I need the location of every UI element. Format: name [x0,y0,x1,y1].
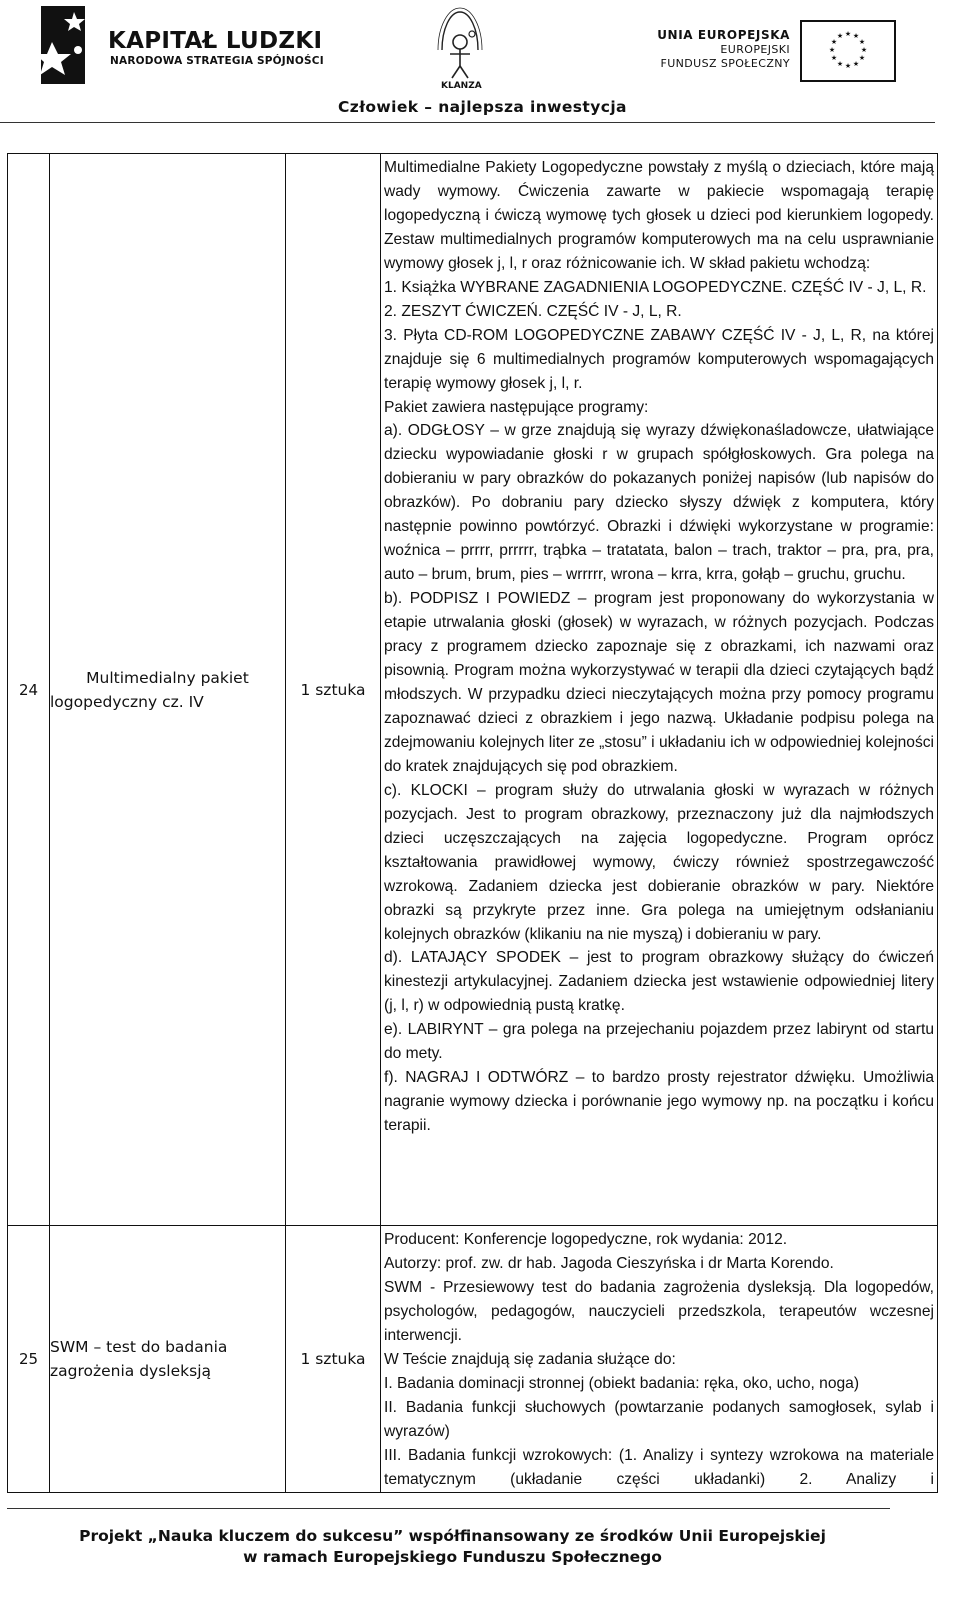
item-description [381,1226,938,1493]
item-name-line: Multimedialny pakiet [86,668,249,687]
eu-logo-text [640,28,790,72]
eu-fund-line2: FUNDUSZ SPOŁECZNY [660,57,790,70]
item-name [50,1226,286,1493]
description-paragraph: f). NAGRAJ I ODTWÓRZ – to bardzo prosty rejestrator dźwięku. Umożliwia nagranie wymowy dziecka i porównanie jego wymowy np. na początku i końcu terapii. [384,1069,934,1135]
description-paragraph: W Teście znajdują się zadania służące do: [384,1350,676,1368]
svg-text:★: ★ [858,38,866,46]
description-paragraph: Pakiet zawiera następujące programy: [384,398,649,416]
table-row [8,154,938,1226]
item-name-line: logopedyczny cz. IV [50,692,204,711]
description-paragraph: Producent: Konferencje logopedyczne, rok wydania: 2012. [384,1231,788,1248]
footer-divider [7,1508,890,1509]
svg-text:★: ★ [836,32,844,40]
motto: Człowiek – najlepsza inwestycja [338,98,627,116]
svg-text:★: ★ [858,54,866,62]
description-paragraph: a). ODGŁOSY – w grze znajdują się wyrazy dźwiękonaśladowcze, ułatwiające dziecku wypowiadanie głoski r w grupach spółgłoskowych. Gra polega na dobieraniu w pary obrazków do pokazanych poniżej napisów (lub napisów do obrazków). Po dobraniu pary dziecko słyszy dźwięk z komputera, który następnie powinno powtórzyć. Obrazki i dźwięki wykorzystane w programie: woźnica – prrrr, prrrrr, trąbka – tratatata, balon – trach, traktor – pra, pra, pra, auto – brum, brum, pies – wrrrrr, wrona – krra, krra, gołąb – gruchu, gruchu. [384,422,934,584]
svg-text:★: ★ [828,46,836,54]
description-paragraph: 2. ZESZYT ĆWICZEŃ. CZĘŚĆ IV - J, L, R. [384,302,682,320]
description-paragraph: c). KLOCKI – program służy do utrwalania głoski w wyrazach w różnych pozycjach. Jest to program obrazkowy, przeznaczony już dla najmłodszych dzieci uczęszczających na zajęcia logopedyczne. Program oprócz kształtowania prawidłowej wymowy, ćwiczy również spostrzegawczość wzrokową. Zadaniem dziecka jest dobieranie obrazków w pary. Niektóre obrazki są przykryte przez inne. Gra polega na umiejętnym odsłanianiu kolejnych obrazków (klikaniu na nie myszą) i dobieraniu w pary. [384,781,934,943]
footer-line: w ramach Europejskiego Funduszu Społecznego [243,1548,662,1566]
page-header [0,0,960,125]
description-paragraph: II. Badania funkcji słuchowych (powtarzanie podanych samogłosek, sylab i wyrazów) [384,1398,934,1440]
kapital-ludzki-logo [38,6,90,84]
description-paragraph: SWM - Przesiewowy test do badania zagrożenia dysleksją. Dla logopedów, psychologów, pedagogów, nauczycieli przedszkola, terapeutów wczesnej interwencji. [384,1278,934,1344]
table-row [8,1226,938,1493]
footer-line: Projekt „Nauka kluczem do sukcesu” współfinansowany ze środków Unii Europejskiej [79,1527,826,1545]
description-paragraph: 3. Płyta CD-ROM LOGOPEDYCZNE ZABAWY CZĘŚĆ IV - J, L, R, na której znajduje się 6 multimedialnych programów komputerowych wspomagających terapię wymowy głosek j, l, r. [384,326,934,392]
description-paragraph: I. Badania dominacji stronnej (obiekt badania: ręka, oko, ucho, noga) [384,1374,860,1392]
description-paragraph: d). LATAJĄCY SPODEK – jest to program obrazkowy służący do ćwiczeń kinestezji artykulacyjnej. Zadaniem dziecka jest wstawienie odpowiedniej litery (j, l, r) w odpowiednią pustą kratkę. [384,949,934,1015]
svg-text:★: ★ [844,30,852,38]
description-paragraph: 1. Książka WYBRANE ZAGADNIENIA LOGOPEDYCZNE. CZĘŚĆ IV - J, L, R. [384,278,927,296]
svg-text:★: ★ [852,60,860,68]
description-paragraph: Autorzy: prof. zw. dr hab. Jagoda Cieszyńska i dr Marta Korendo. [384,1254,834,1272]
row-number: 24 [8,154,50,1226]
item-name-line: zagrożenia dysleksją [50,1362,212,1380]
svg-text:★: ★ [836,60,844,68]
header-divider [0,122,935,123]
eu-fund-line1: EUROPEJSKI [720,42,790,56]
svg-text:★: ★ [830,38,838,46]
svg-text:★: ★ [852,32,860,40]
svg-text:★: ★ [844,62,852,70]
description-paragraph: III. Badania funkcji wzrokowych: (1. Analizy i syntezy wzrokowa na materiale tematycznym (układanie części układanki) 2. Analizy i [384,1446,934,1488]
item-quantity: 1 sztuka [286,1226,381,1493]
item-description [381,154,938,1226]
eu-flag-icon [800,20,896,82]
program-logo-title: KAPITAŁ LUDZKI [108,28,323,54]
description-paragraph: Multimedialne Pakiety Logopedyczne powstały z myślą o dzieciach, które mają wady wymowy. Ćwiczenia zawarte w pakiecie wspomagają terapię logopedyczną i ćwiczą wymowę tych głosek u dzieci pod kierunkiem logopedy. Zestaw multimedialnych programów komputerowych ma na celu usprawnianie wymowy głosek j, l, r oraz różnicowanie ich. W skład pakietu wchodzą: [384,159,934,272]
eu-name: UNIA EUROPEJSKA [657,28,790,42]
item-quantity: 1 sztuka [286,154,381,1226]
description-paragraph: b). PODPISZ I POWIEDZ – program jest proponowany do wykorzystania w etapie utrwalania głoski (głosek) w wyrazach, w różnych pozycjach. Podczas pracy z programem dziecko zapoznaje się z obrazkami, ich nazwami oraz pisownią. Program można wykorzystywać w terapii dla dzieci czytających bądź młodszych. W przypadku dzieci nieczytających można przy pomocy programu zapoznawać dzieci z obrazkiem i jego nazwą. Układanie podpisu polega na zdejmowaniu kolejnych liter ze „stosu” i układaniu ich w odpowiedniej kolejności do kratek znajdujących się pod obrazkiem. [384,590,934,775]
row-number: 25 [8,1226,50,1493]
page-footer [0,1526,905,1568]
item-name [50,154,286,1226]
svg-text:★: ★ [830,54,838,62]
item-name-line: SWM – test do badania [50,1338,228,1356]
products-table [7,153,938,1493]
partner-logo-text: KLANZA [441,81,482,91]
program-logo-subtitle: NARODOWA STRATEGIA SPÓJNOŚCI [110,55,324,67]
description-paragraph: e). LABIRYNT – gra polega na przejechaniu pojazdem przez labirynt od startu do mety. [384,1021,934,1063]
svg-text:★: ★ [860,46,868,54]
